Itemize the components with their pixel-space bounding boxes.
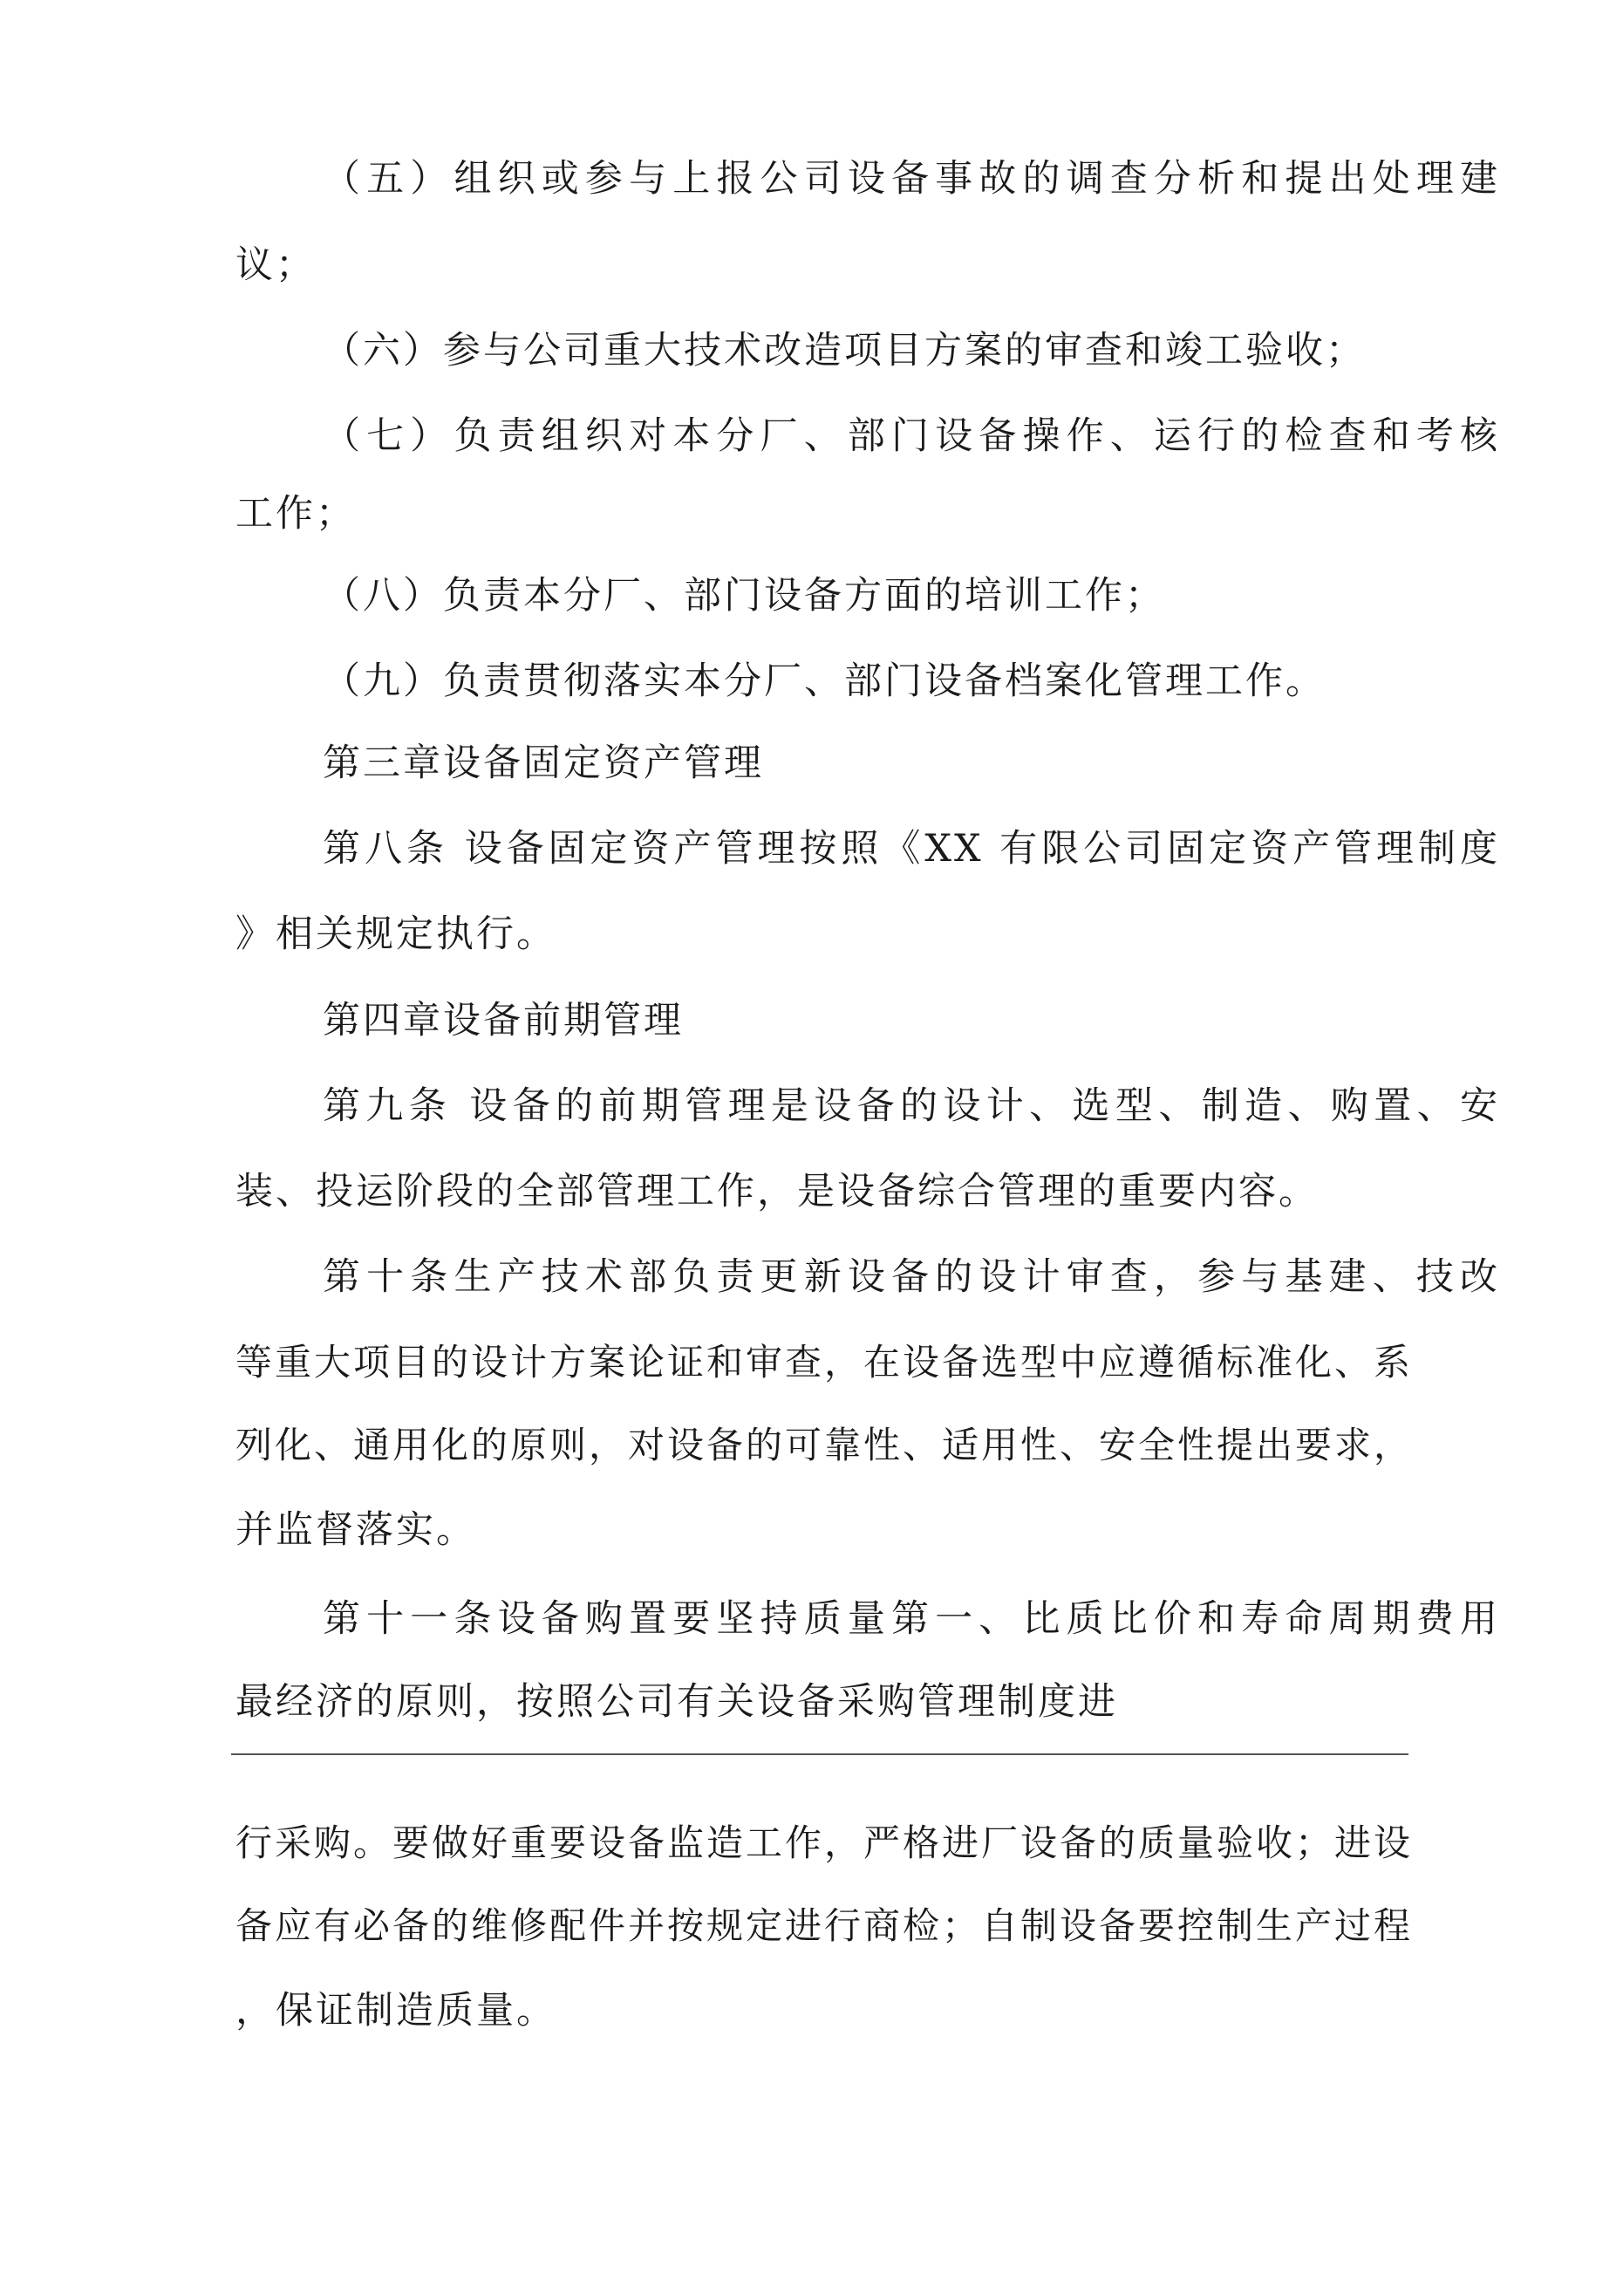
- chapter-heading: 第四章设备前期管理: [323, 999, 684, 1042]
- paragraph-line: 第十条生产技术部负责更新设备的设计审查，参与基建、技改: [323, 1255, 1500, 1299]
- chapter-heading: 第三章设备固定资产管理: [323, 741, 764, 785]
- paragraph-line: （六）参与公司重大技术改造项目方案的审查和竣工验收；: [323, 329, 1366, 372]
- paragraph-line: 行采购。要做好重要设备监造工作，严格进厂设备的质量验收；进设: [235, 1821, 1414, 1864]
- paragraph-line: （八）负责本分厂、部门设备方面的培训工作；: [323, 574, 1165, 618]
- paragraph-line: 工作；: [235, 492, 356, 536]
- paragraph-line: （九）负责贯彻落实本分厂、部门设备档案化管理工作。: [323, 659, 1326, 703]
- paragraph-line: 第八条 设备固定资产管理按照《XX 有限公司固定资产管理制度: [323, 827, 1500, 871]
- paragraph-line: （五）组织或参与上报公司设备事故的调查分析和提出处理建: [323, 157, 1500, 201]
- paragraph-line: 列化、通用化的原则，对设备的可靠性、适用性、安全性提出要求，: [235, 1424, 1414, 1466]
- paragraph-line: 等重大项目的设计方案论证和审查，在设备选型中应遵循标准化、系: [235, 1341, 1414, 1384]
- paragraph-line: 装、投运阶段的全部管理工作，是设备综合管理的重要内容。: [235, 1170, 1319, 1213]
- paragraph-line: 第九条 设备的前期管理是设备的设计、选型、制造、购置、安: [323, 1084, 1500, 1128]
- paragraph-line: 》相关规定执行。: [235, 912, 556, 956]
- paragraph-line: ，保证制造质量。: [235, 1989, 556, 2033]
- paragraph-line: （七）负责组织对本分厂、部门设备操作、运行的检查和考核: [323, 414, 1500, 458]
- paragraph-line: 议；: [235, 243, 316, 287]
- paragraph-line: 并监督落实。: [235, 1508, 476, 1552]
- paragraph-line: 最经济的原则，按照公司有关设备采购管理制度进: [235, 1680, 1118, 1724]
- paragraph-line: 第十一条设备购置要坚持质量第一、比质比价和寿命周期费用: [323, 1597, 1500, 1641]
- page-divider: [231, 1753, 1408, 1755]
- paragraph-line: 备应有必备的维修配件并按规定进行商检；自制设备要控制生产过程: [235, 1904, 1414, 1947]
